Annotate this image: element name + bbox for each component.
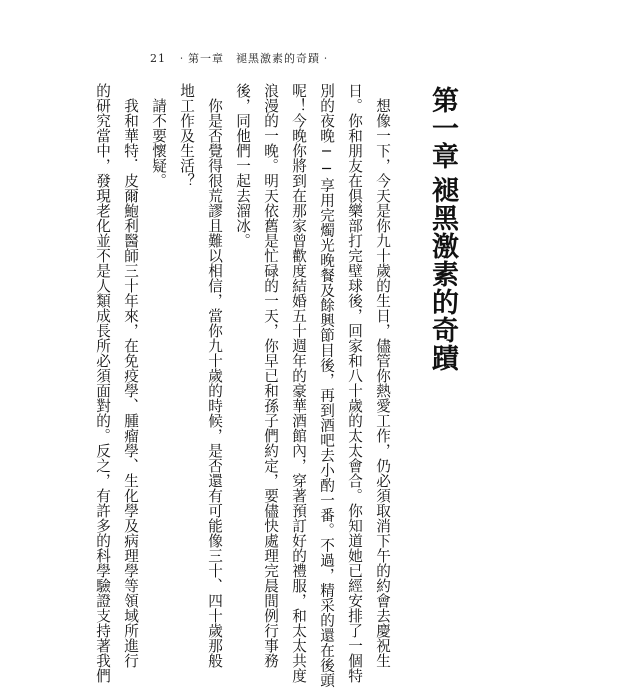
page-number: 21 [150,52,166,65]
body-line: 我和華特．皮爾鮑利醫師三十年來，在免疫學、腫瘤學、生化學及病理學等領域所進行 [122,83,139,668]
body-line: 你是否覺得很荒謬且難以相信，當你九十歲的時候，是否還有可能像三十、四十歲那般 [206,83,223,668]
body-line: 別的夜晚──享用完燭光晚餐及餘興節目後，再到酒吧去小酌一番。不過，精采的還在後頭 [318,83,335,688]
body-line: 請不要懷疑。 [150,83,167,188]
body-line: 浪漫的一晚。明天依舊是忙碌的一天，你早已和孫子們約定，要儘快處理完晨間例行事務 [262,83,279,668]
body-line: 地工作及生活？ [178,83,195,188]
body-line: 呢！今晚你將到在那家曾歡度結婚五十週年的豪華酒館內，穿著預訂好的禮服，和太太共度 [290,83,307,683]
body-line: 後，同他們一起去溜冰。 [234,83,251,248]
chapter-number: 第一章 [427,86,458,170]
body-line: 日。你和朋友在俱樂部打完壁球後，回家和八十歲的太太會合。你知道她已經安排了一個特 [346,83,363,683]
running-head [150,50,332,66]
running-head-text: ‧第一章 褪黑激素的奇蹟‧ [176,52,332,65]
body-line: 的研究當中，發現老化並不是人類成長所必須面對的。反之，有許多的科學驗證支持著我們 [94,83,111,683]
chapter-title: 褪黑激素的奇蹟 [427,176,458,372]
body-line: 想像一下，今天是你九十歲的生日，儘管你熱愛工作，仍必須取消下午的約會去慶祝生 [374,83,391,668]
